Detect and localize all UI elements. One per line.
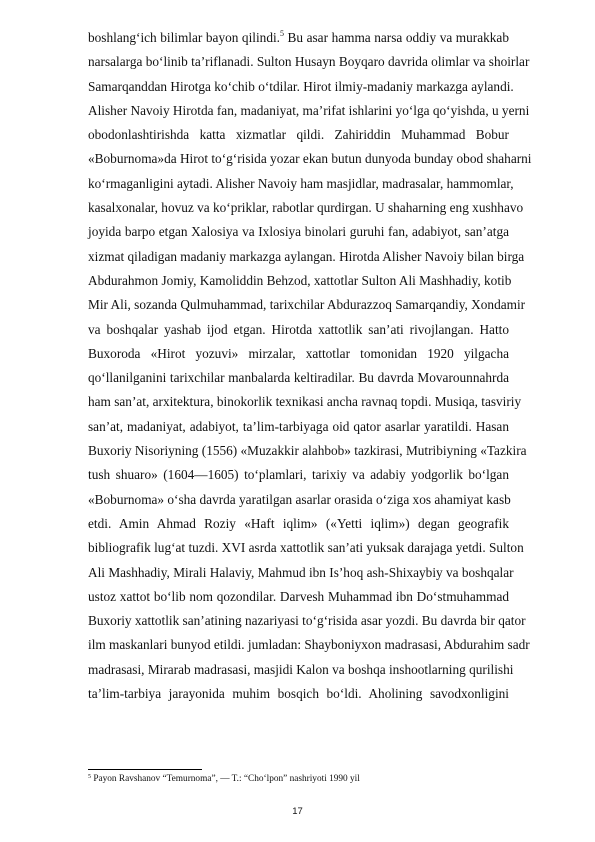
text-line: qo‘llanilganini tarixchilar manbalarda keltiradilar. Bu davrda Movarounnahrda [88, 370, 509, 386]
text-line: kasalxonalar, hovuz va ko‘priklar, rabotlar qurdirgan. U shaharning eng xushhavo [88, 200, 524, 216]
text-line: etdi. Amin Ahmad Roziy «Haft iqlim» («Yetti iqlim») degan geografik [88, 515, 509, 531]
text-line: xizmat qiladigan madaniy markazga aylangan. Hirotda Alisher Navoiy bilan birga [88, 248, 525, 264]
footnote-marker: 5 [88, 774, 91, 780]
text-line: ham san’at, arxitektura, binokorlik texnikasi ancha ravnaq topdi. Musiqa, tasviriy [88, 394, 522, 410]
body-text [88, 26, 532, 706]
footnote-text: Payon Ravshanov “Temurnoma”, — T.: “Cho‘lpon” nashriyoti 1990 yil [91, 774, 360, 784]
text-line: «Boburnoma» o‘sha davrda yaratilgan asarlar orasida o‘ziga xos ahamiyat kasb [88, 491, 511, 507]
text-line: Buxoroda «Hirot yozuvi» mirzalar, xattotlar tomonidan 1920 yilgacha [88, 345, 509, 361]
text-line: ko‘rmaganligini aytadi. Alisher Navoiy ham masjidlar, madrasalar, hammomlar, [88, 175, 514, 191]
text-line: ilm maskanlari bunyod etildi. jumladan: Shayboniyxon madrasasi, Abdurahim sadr [88, 637, 530, 653]
footnote [88, 773, 360, 785]
text-line: tush shuaro» (1604—1605) to‘plamlari, tarixiy va adabiy yodgorlik bo‘lgan [88, 467, 509, 483]
text-line: Abdurahmon Jomiy, Kamoliddin Behzod, xattotlar Sulton Ali Mashhadiy, kotib [88, 272, 512, 288]
text-line: va boshqalar yashab ijod etgan. Hirotda xattotlik san’ati rivojlangan. Hatto [88, 321, 509, 337]
text-line: Buxoriy xattotlik san’atining nazariyasi to‘g‘risida asar yozdi. Bu davrda bir qator [88, 613, 526, 629]
footnote-reference: 5 [279, 29, 284, 38]
text-line-1 [88, 26, 509, 50]
text-line: madrasasi, Mirarab madrasasi, masjidi Kalon va boshqa inshootlarning qurilishi [88, 661, 514, 677]
text-line: bibliografik lug‘at tuzdi. XVI asrda xattotlik san’ati yuksak darajaga yetdi. Sulton [88, 540, 524, 556]
text-line: ta’lim-tarbiya jarayonida muhim bosqich bo‘ldi. Aholining savodxonligini [88, 686, 509, 702]
text-line: san’at, madaniyat, adabiyot, ta’lim-tarbiyaga oid qator asarlar yaratildi. Hasan [88, 418, 509, 434]
footnote-separator [88, 769, 202, 770]
text-line-1-end: Bu asar hamma narsa oddiy va murakkab [283, 30, 509, 45]
page-number: 17 [292, 806, 303, 817]
text-line: narsalarga bo‘linib ta’riflanadi. Sulton Husayn Boyqaro davrida olimlar va shoirlar [88, 54, 530, 70]
text-line-1-start: boshlang‘ich bilimlar bayon qilindi. [88, 30, 280, 45]
text-line: Ali Mashhadiy, Mirali Halaviy, Mahmud ibn Is’hoq ash-Shixaybiy va boshqalar [88, 564, 514, 580]
text-line: Samarqanddan Hirotga ko‘chib o‘tdilar. Hirot ilmiy-madaniy markazga aylandi. [88, 78, 514, 94]
text-line: ustoz xattot bo‘lib nom qozondilar. Darvesh Muhammad ibn Do‘stmuhammad [88, 588, 509, 604]
text-line: Buxoriy Nisoriyning (1556) «Muzakkir alahbob» tazkirasi, Mutribiyning «Tazkira [88, 443, 527, 459]
text-line: Mir Ali, sozanda Qulmuhammad, tarixchilar Abdurazzoq Samarqandiy, Xondamir [88, 297, 526, 313]
text-line: «Boburnoma»da Hirot to‘g‘risida yozar ekan butun dunyoda bunday obod shaharni [88, 151, 532, 167]
text-line: obodonlashtirishda katta xizmatlar qildi. Zahiriddin Muhammad Bobur [88, 127, 509, 143]
text-line: joyida barpo etgan Xalosiya va Ixlosiya binolari guruhi fan, adabiyot, san’atga [88, 224, 509, 240]
text-line: Alisher Navoiy Hirotda fan, madaniyat, ma’rifat ishlarini yo‘lga qo‘yishda, u yerni [88, 102, 530, 118]
